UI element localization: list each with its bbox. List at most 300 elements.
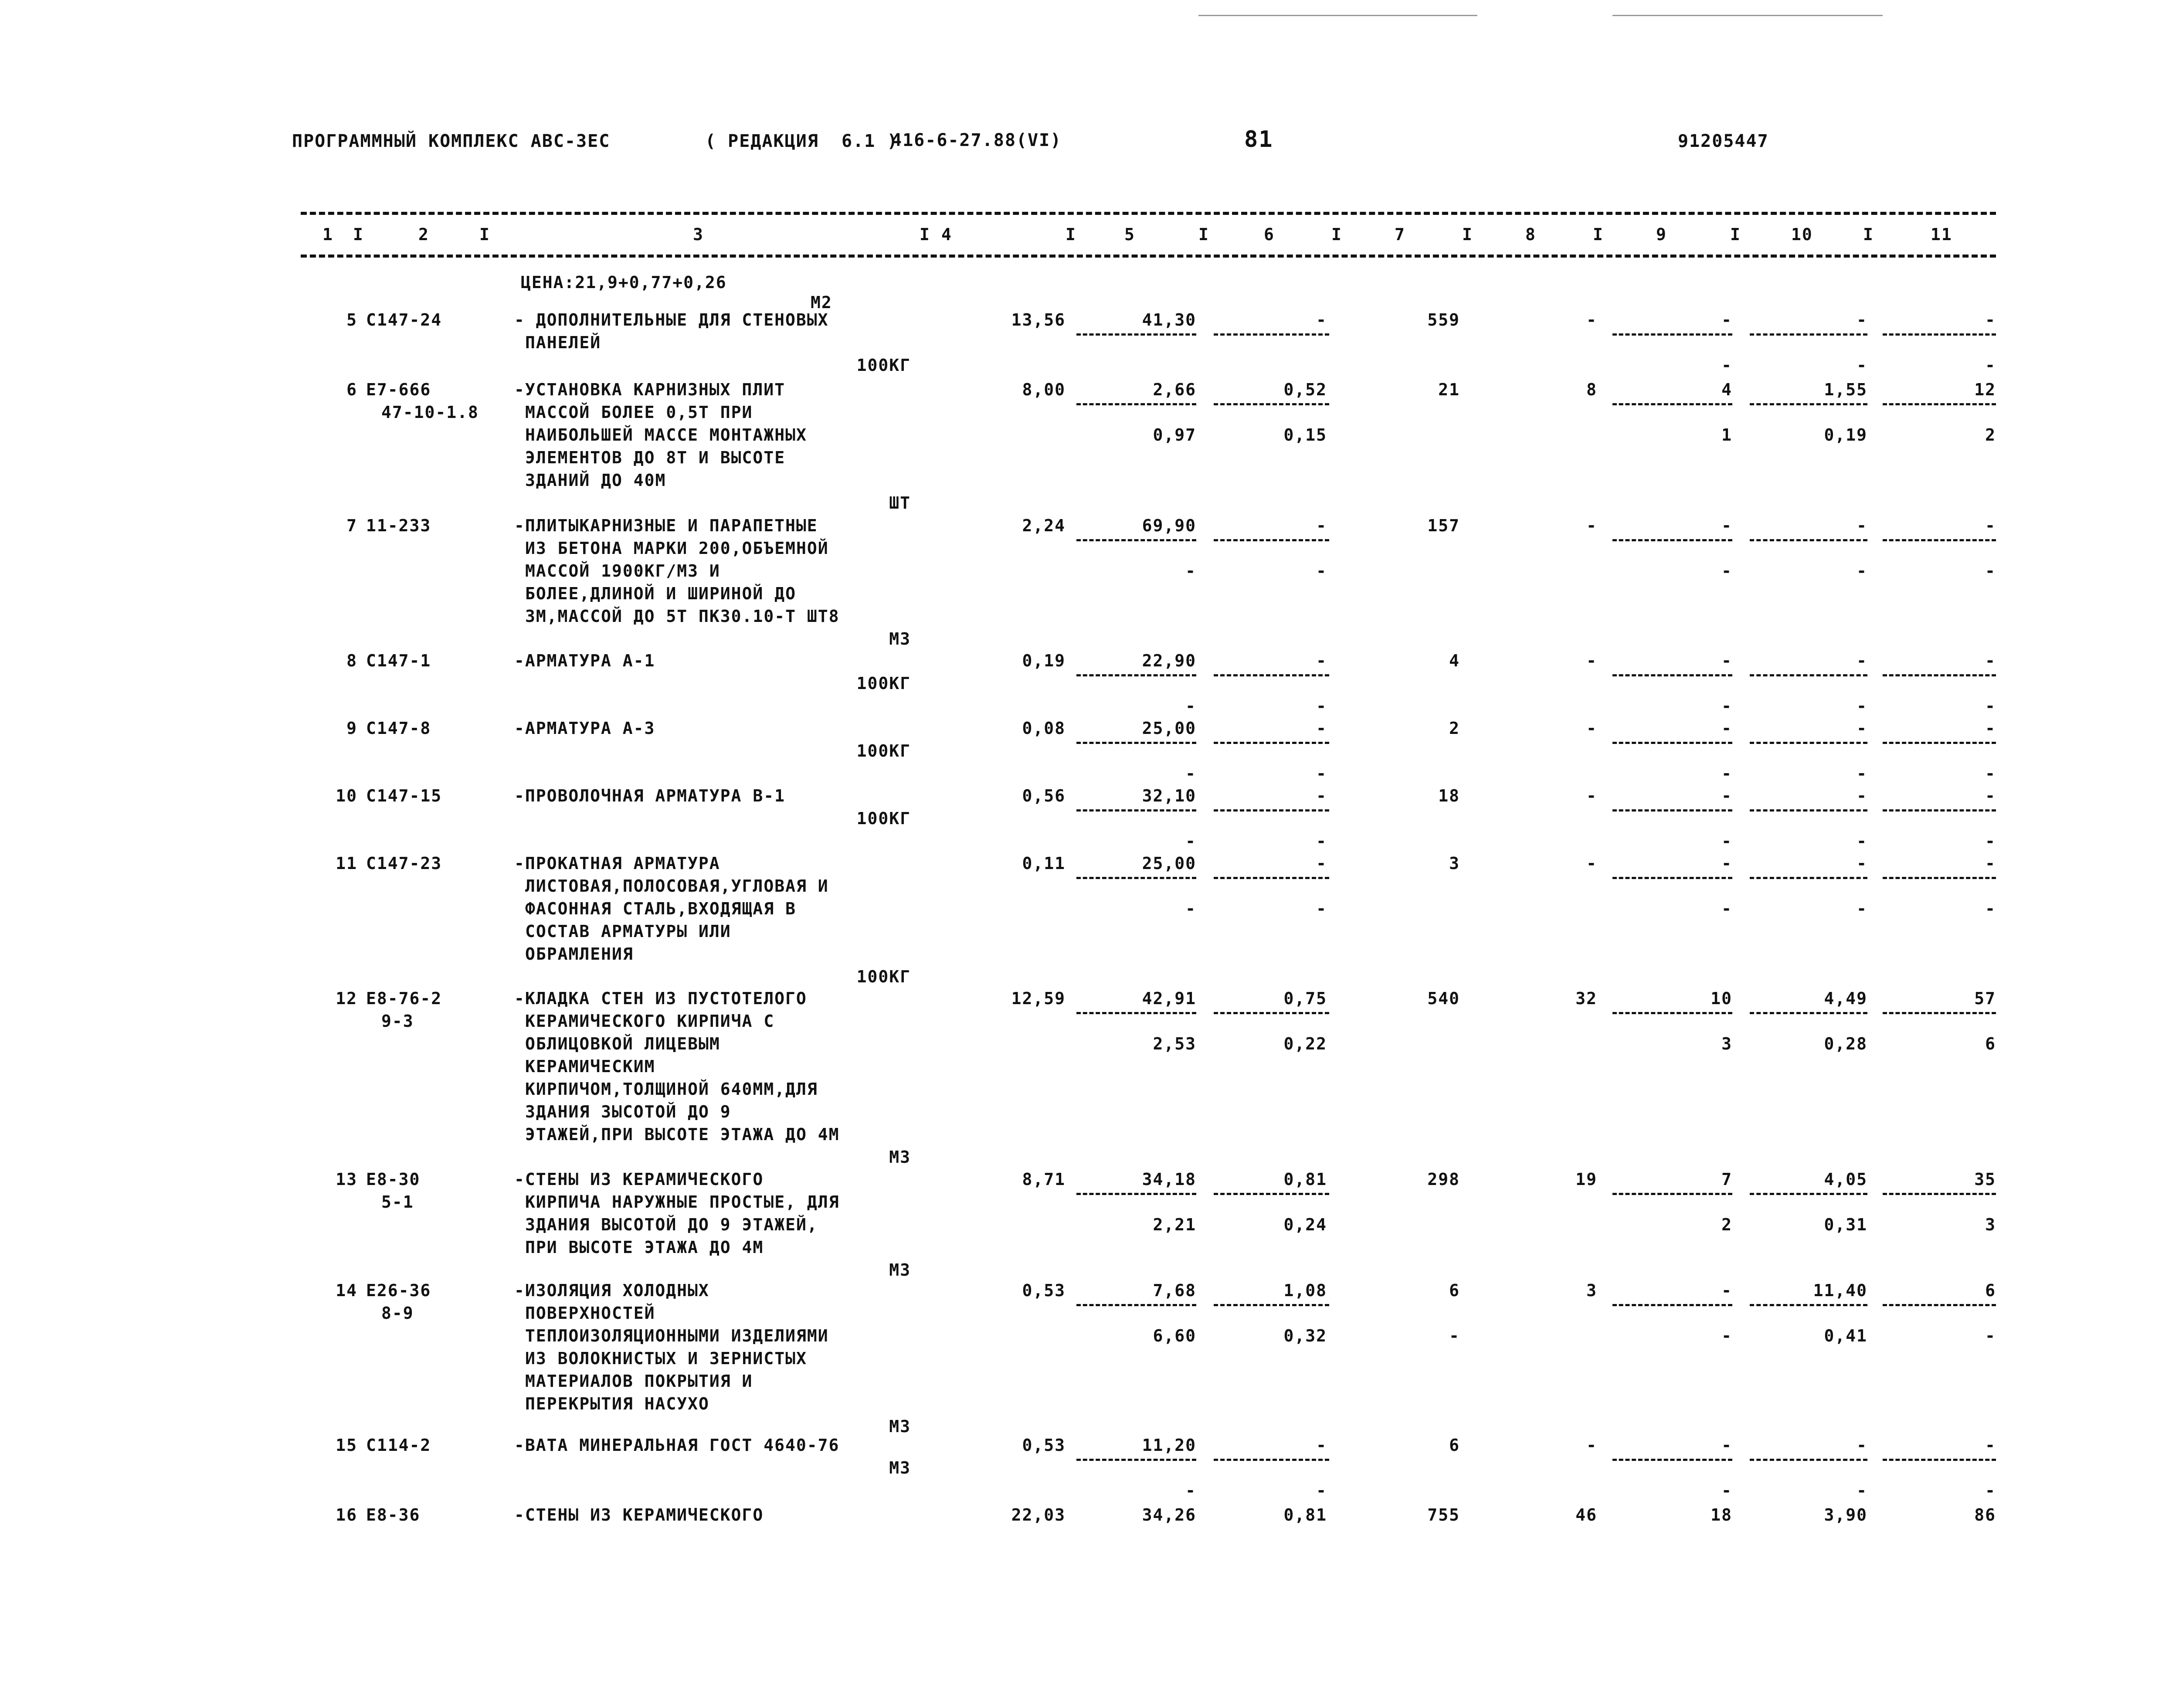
row-description: - ДОПОЛНИТЕЛЬНЫЕ ДЛЯ СТЕНОВЫХ	[514, 310, 829, 329]
cell-c9: -	[1721, 1436, 1732, 1455]
cell-c8: -	[1586, 786, 1597, 805]
subtotal-divider	[1883, 1304, 1996, 1306]
subtotal-divider	[1883, 333, 1996, 336]
subtotal-divider	[1214, 1012, 1329, 1014]
column-separator: I	[1198, 225, 1209, 244]
row-unit: ШТ	[889, 493, 911, 513]
subtotal-divider	[1214, 403, 1329, 405]
cell-c5b: 2,53	[1153, 1034, 1196, 1053]
row-description: ПЕРЕКРЫТИЯ НАСУХО	[525, 1394, 709, 1413]
subtotal-divider	[1750, 1304, 1867, 1306]
cell-c6b: 0,22	[1283, 1034, 1327, 1053]
row-description: -ИЗОЛЯЦИЯ ХОЛОДНЫХ	[514, 1281, 709, 1300]
subtotal-divider	[1612, 809, 1732, 812]
column-separator: I	[479, 225, 490, 244]
subtotal-divider	[1883, 539, 1996, 541]
cell-c4: 0,56	[1022, 786, 1066, 805]
cell-c9: 4	[1721, 380, 1732, 399]
subtotal-divider	[1076, 1304, 1196, 1306]
subtotal-divider	[1076, 877, 1196, 879]
cell-c11: 86	[1974, 1505, 1996, 1525]
cell-c9b: 2	[1721, 1215, 1732, 1234]
row-code: Е8-30	[366, 1170, 421, 1189]
subtotal-divider	[1750, 809, 1867, 812]
subtotal-divider	[1750, 403, 1867, 405]
column-number-9: 9	[1656, 225, 1667, 244]
row-code: Е8-76-2	[366, 989, 442, 1008]
cell-c10: -	[1857, 786, 1867, 805]
subtotal-divider	[1214, 1304, 1329, 1306]
cell-c11: -	[1985, 516, 1996, 535]
cell-c4: 0,08	[1022, 719, 1066, 738]
cell-c5: 11,20	[1142, 1436, 1196, 1455]
row-description: -УСТАНОВКА КАРНИЗНЫХ ПЛИТ	[514, 380, 785, 399]
cell-c6b: 0,24	[1283, 1215, 1327, 1234]
cell-c8: -	[1586, 310, 1597, 329]
subtotal-divider	[1076, 1459, 1196, 1461]
doc-number: 91205447	[1678, 131, 1769, 151]
cell-c9: 7	[1721, 1170, 1732, 1189]
subtotal-divider	[1076, 539, 1196, 541]
row-description: КИРПИЧОМ,ТОЛЩИНОЙ 640ММ,ДЛЯ	[525, 1080, 818, 1099]
column-number-1: 1	[322, 225, 333, 244]
cell-c6b: -	[1316, 832, 1327, 851]
cell-c11b: -	[1985, 1326, 1996, 1345]
cell-c6: -	[1316, 651, 1327, 670]
cell-c8: 19	[1575, 1170, 1597, 1189]
cell-c11: -	[1985, 854, 1996, 873]
subtotal-divider	[1612, 742, 1732, 744]
cell-c9: -	[1721, 310, 1732, 329]
header-edition: ( РЕДАКЦИЯ 6.1 )	[705, 131, 899, 151]
cell-c9b: -	[1721, 1481, 1732, 1500]
cell-c7: 3	[1449, 854, 1460, 873]
cell-c9: -	[1721, 786, 1732, 805]
row-code: 11-233	[366, 516, 431, 535]
column-separator: I	[920, 225, 930, 244]
row-code: 9-3	[381, 1012, 414, 1031]
subtotal-divider	[1883, 1459, 1996, 1461]
row-number: 12	[336, 989, 357, 1008]
cell-c10: 4,49	[1824, 989, 1867, 1008]
cell-c5: 25,00	[1142, 719, 1196, 738]
cell-c11b: 2	[1985, 425, 1996, 445]
column-number-7: 7	[1395, 225, 1405, 244]
cell-c4: 0,11	[1022, 854, 1066, 873]
cell-c9b: -	[1721, 764, 1732, 783]
subtotal-divider	[1883, 809, 1996, 812]
row-description: ОБЛИЦОВКОЙ ЛИЦЕВЫМ	[525, 1034, 720, 1053]
row-code: Е26-36	[366, 1281, 431, 1300]
cell-c10b: 0,41	[1824, 1326, 1867, 1345]
subtotal-divider	[1214, 333, 1329, 336]
cell-c9: 18	[1711, 1505, 1732, 1525]
cell-c6: -	[1316, 786, 1327, 805]
cell-c7: 6	[1449, 1436, 1460, 1455]
row-description: ОБРАМЛЕНИЯ	[525, 944, 634, 964]
row-code: С147-15	[366, 786, 442, 805]
cell-c6b: -	[1316, 561, 1327, 581]
cell-c4: 13,56	[1011, 310, 1066, 329]
row-code: С147-1	[366, 651, 431, 670]
row-description: ПРИ ВЫСОТЕ ЭТАЖА ДО 4М	[525, 1238, 764, 1257]
subtotal-divider	[1076, 1012, 1196, 1014]
cell-c5b: -	[1185, 832, 1196, 851]
row-description: -ПРОКАТНАЯ АРМАТУРА	[514, 854, 720, 873]
cell-c8: 32	[1575, 989, 1597, 1008]
row-number: 15	[336, 1436, 357, 1455]
cell-c10: -	[1857, 1436, 1867, 1455]
cell-c5: 34,26	[1142, 1505, 1196, 1525]
cell-c11: -	[1985, 1436, 1996, 1455]
cell-c9: -	[1721, 516, 1732, 535]
table-top-rule	[301, 212, 1996, 215]
row-description: МАССОЙ 1900КГ/М3 И	[525, 561, 720, 581]
column-number-4: 4	[941, 225, 952, 244]
row-code: С114-2	[366, 1436, 431, 1455]
cell-c10: -	[1857, 310, 1867, 329]
cell-c5: 34,18	[1142, 1170, 1196, 1189]
cell-c11b: -	[1985, 832, 1996, 851]
cell-c9b: 1	[1721, 425, 1732, 445]
column-number-5: 5	[1124, 225, 1135, 244]
cell-c5: 32,10	[1142, 786, 1196, 805]
cell-c8: -	[1586, 651, 1597, 670]
subtotal-divider	[1883, 674, 1996, 676]
row-description: СОСТАВ АРМАТУРЫ ИЛИ	[525, 922, 731, 941]
column-number-6: 6	[1264, 225, 1275, 244]
cell-c8: -	[1586, 1436, 1597, 1455]
row-description: -ПЛИТЫКАРНИЗНЫЕ И ПАРАПЕТНЫЕ	[514, 516, 818, 535]
subtotal-divider	[1612, 1304, 1732, 1306]
row-description: МАССОЙ БОЛЕЕ 0,5Т ПРИ	[525, 403, 753, 422]
cell-c11b: -	[1985, 561, 1996, 581]
cell-c9: -	[1721, 1281, 1732, 1300]
cell-c9b: -	[1721, 832, 1732, 851]
subtotal-divider	[1214, 1193, 1329, 1195]
column-separator: I	[1462, 225, 1473, 244]
subtotal-divider	[1750, 1193, 1867, 1195]
cell-c10: 3,90	[1824, 1505, 1867, 1525]
cell-c7: 18	[1438, 786, 1460, 805]
subtotal-divider	[1750, 1459, 1867, 1461]
cell-c6: -	[1316, 516, 1327, 535]
row-description: ЭТАЖЕЙ,ПРИ ВЫСОТЕ ЭТАЖА ДО 4М	[525, 1125, 840, 1144]
cell-c6b: -	[1316, 1481, 1327, 1500]
subtotal-divider	[1750, 539, 1867, 541]
cell-c4: 12,59	[1011, 989, 1066, 1008]
cell-c11b: -	[1985, 356, 1996, 375]
cell-c5: 41,30	[1142, 310, 1196, 329]
subtotal-divider	[1750, 1012, 1867, 1014]
cell-c6: 0,81	[1283, 1505, 1327, 1525]
cell-c9: 10	[1711, 989, 1732, 1008]
cell-c9b: -	[1721, 561, 1732, 581]
subtotal-divider	[1076, 333, 1196, 336]
table-header-rule	[301, 255, 1996, 258]
cell-c5: 7,68	[1153, 1281, 1196, 1300]
cell-c10b: -	[1857, 1481, 1867, 1500]
cell-c5b: 2,21	[1153, 1215, 1196, 1234]
cell-c10b: -	[1857, 832, 1867, 851]
subtotal-divider	[1612, 539, 1732, 541]
cell-c10: 1,55	[1824, 380, 1867, 399]
cell-c8: 8	[1586, 380, 1597, 399]
subtotal-divider	[1214, 539, 1329, 541]
subtotal-divider	[1214, 674, 1329, 676]
cell-c10b: -	[1857, 356, 1867, 375]
cell-c11b: -	[1985, 1481, 1996, 1500]
subtotal-divider	[1883, 877, 1996, 879]
cell-c7: 21	[1438, 380, 1460, 399]
row-unit: М3	[889, 1260, 911, 1280]
subtotal-divider	[1883, 742, 1996, 744]
cell-c7b: -	[1449, 1326, 1460, 1345]
price-note: ЦЕНА:21,9+0,77+0,26	[521, 273, 727, 292]
row-description: КИРПИЧА НАРУЖНЫЕ ПРОСТЫЕ, ДЛЯ	[525, 1192, 840, 1212]
row-code: С147-24	[366, 310, 442, 329]
cell-c11b: -	[1985, 696, 1996, 716]
row-description: ЗДАНИЙ ДО 40М	[525, 471, 666, 490]
cell-c11: -	[1985, 786, 1996, 805]
scan-artifact	[1612, 15, 1883, 16]
subtotal-divider	[1214, 1459, 1329, 1461]
row-description: МАТЕРИАЛОВ ПОКРЫТИЯ И	[525, 1372, 753, 1391]
cell-c10: 11,40	[1813, 1281, 1867, 1300]
row-description: -ПРОВОЛОЧНАЯ АРМАТУРА В-1	[514, 786, 785, 805]
row-description: НАИБОЛЬШЕЙ МАССЕ МОНТАЖНЫХ	[525, 425, 807, 445]
cell-c10b: 0,28	[1824, 1034, 1867, 1053]
row-number: 6	[346, 380, 357, 399]
cell-c6b: 0,15	[1283, 425, 1327, 445]
cell-c5b: -	[1185, 899, 1196, 918]
subtotal-divider	[1076, 1193, 1196, 1195]
row-description: -КЛАДКА СТЕН ИЗ ПУСТОТЕЛОГО	[514, 989, 807, 1008]
row-number: 7	[346, 516, 357, 535]
cell-c6: -	[1316, 854, 1327, 873]
row-code: 47-10-1.8	[381, 403, 479, 422]
cell-c6: -	[1316, 719, 1327, 738]
row-code: 8-9	[381, 1304, 414, 1323]
cell-c11: -	[1985, 310, 1996, 329]
column-number-3: 3	[693, 225, 704, 244]
cell-c11b: -	[1985, 899, 1996, 918]
row-unit: М3	[889, 1458, 911, 1477]
row-number: 14	[336, 1281, 357, 1300]
cell-c11: -	[1985, 651, 1996, 670]
row-number: 8	[346, 651, 357, 670]
cell-c8: 3	[1586, 1281, 1597, 1300]
row-unit: 100КГ	[856, 356, 911, 375]
cell-c11: 35	[1974, 1170, 1996, 1189]
subtotal-divider	[1750, 742, 1867, 744]
subtotal-divider	[1076, 809, 1196, 812]
cell-c8: -	[1586, 719, 1597, 738]
row-description: 3М,МАССОЙ ДО 5Т ПК30.10-Т ШТ8	[525, 607, 840, 626]
cell-c6b: -	[1316, 899, 1327, 918]
cell-c5b: 6,60	[1153, 1326, 1196, 1345]
row-description: ЗДАНИЯ ЗЫСОТОЙ ДО 9	[525, 1102, 731, 1121]
header-project: 416-6-27.88(VI)	[891, 130, 1062, 150]
page-number: 81	[1244, 126, 1273, 153]
cell-c9: -	[1721, 719, 1732, 738]
cell-c10b: -	[1857, 764, 1867, 783]
cell-c10b: -	[1857, 899, 1867, 918]
row-description: ИЗ БЕТОНА МАРКИ 200,ОБЪЕМНОЙ	[525, 539, 829, 558]
cell-c10b: 0,31	[1824, 1215, 1867, 1234]
cell-c6: -	[1316, 1436, 1327, 1455]
row-unit: 100КГ	[856, 674, 911, 693]
subtotal-divider	[1750, 333, 1867, 336]
cell-c5: 22,90	[1142, 651, 1196, 670]
cell-c7: 755	[1427, 1505, 1460, 1525]
subtotal-divider	[1883, 1193, 1996, 1195]
row-number: 9	[346, 719, 357, 738]
subtotal-divider	[1612, 403, 1732, 405]
cell-c8: -	[1586, 516, 1597, 535]
cell-c7: 2	[1449, 719, 1460, 738]
cell-c4: 8,71	[1022, 1170, 1066, 1189]
cell-c5: 25,00	[1142, 854, 1196, 873]
row-unit: М3	[889, 1148, 911, 1167]
row-unit: М3	[889, 1417, 911, 1436]
subtotal-divider	[1883, 1012, 1996, 1014]
row-unit: 100КГ	[856, 741, 911, 761]
cell-c6b: -	[1316, 764, 1327, 783]
row-description: ПОВЕРХНОСТЕЙ	[525, 1304, 655, 1323]
row-description: -ВАТА МИНЕРАЛЬНАЯ ГОСТ 4640-76	[514, 1436, 840, 1455]
row-code: С147-23	[366, 854, 442, 873]
cell-c6: 0,75	[1283, 989, 1327, 1008]
column-number-2: 2	[418, 225, 429, 244]
cell-c7: 298	[1427, 1170, 1460, 1189]
column-separator: I	[1066, 225, 1076, 244]
cell-c6: -	[1316, 310, 1327, 329]
cell-c6b: -	[1316, 696, 1327, 716]
subtotal-divider	[1076, 742, 1196, 744]
row-number: 5	[346, 310, 357, 329]
row-description: КЕРАМИЧЕСКОГО КИРПИЧА С	[525, 1012, 775, 1031]
cell-c11b: -	[1985, 764, 1996, 783]
cell-c10: 4,05	[1824, 1170, 1867, 1189]
column-separator: I	[1593, 225, 1604, 244]
row-description: БОЛЕЕ,ДЛИНОЙ И ШИРИНОЙ ДО	[525, 584, 796, 603]
column-separator: I	[353, 225, 364, 244]
subtotal-divider	[1612, 1012, 1732, 1014]
row-number: 11	[336, 854, 357, 873]
row-description: ТЕПЛОИЗОЛЯЦИОННЫМИ ИЗДЕЛИЯМИ	[525, 1326, 829, 1345]
cell-c5b: -	[1185, 1481, 1196, 1500]
row-code: Е8-36	[366, 1505, 421, 1525]
row-description: -СТЕНЫ ИЗ КЕРАМИЧЕСКОГО	[514, 1170, 764, 1189]
row-description: ЗДАНИЯ ВЫСОТОЙ ДО 9 ЭТАЖЕЙ,	[525, 1215, 818, 1234]
scan-artifact	[1198, 15, 1477, 16]
row-description: ПАНЕЛЕЙ	[525, 333, 601, 352]
cell-c5b: -	[1185, 764, 1196, 783]
cell-c5b: -	[1185, 561, 1196, 581]
row-description: -АРМАТУРА А-1	[514, 651, 655, 670]
cell-c7: 6	[1449, 1281, 1460, 1300]
cell-c11: 12	[1974, 380, 1996, 399]
cell-c10: -	[1857, 854, 1867, 873]
cell-c4: 8,00	[1022, 380, 1066, 399]
column-separator: I	[1730, 225, 1741, 244]
cell-c10: -	[1857, 651, 1867, 670]
column-number-11: 11	[1931, 225, 1952, 244]
cell-c5b: 0,97	[1153, 425, 1196, 445]
cell-c7: 540	[1427, 989, 1460, 1008]
cell-c5: 2,66	[1153, 380, 1196, 399]
column-separator: I	[1331, 225, 1342, 244]
cell-c9b: -	[1721, 899, 1732, 918]
cell-c10b: -	[1857, 561, 1867, 581]
row-description: ЛИСТОВАЯ,ПОЛОСОВАЯ,УГЛОВАЯ И	[525, 876, 829, 896]
cell-c9b: 3	[1721, 1034, 1732, 1053]
row-number: 16	[336, 1505, 357, 1525]
cell-c11: -	[1985, 719, 1996, 738]
row-description: ИЗ ВОЛОКНИСТЫХ И ЗЕРНИСТЫХ	[525, 1349, 807, 1368]
row-unit: М3	[889, 629, 911, 649]
cell-c4: 22,03	[1011, 1505, 1066, 1525]
cell-c9b: -	[1721, 356, 1732, 375]
subtotal-divider	[1612, 333, 1732, 336]
subtotal-divider	[1214, 809, 1329, 812]
subtotal-divider	[1612, 1459, 1732, 1461]
row-unit: М2	[811, 293, 832, 312]
cell-c11: 6	[1985, 1281, 1996, 1300]
cell-c9b: -	[1721, 1326, 1732, 1345]
subtotal-divider	[1076, 403, 1196, 405]
cell-c11b: 3	[1985, 1215, 1996, 1234]
cell-c9: -	[1721, 854, 1732, 873]
subtotal-divider	[1883, 403, 1996, 405]
column-separator: I	[1863, 225, 1874, 244]
cell-c7: 559	[1427, 310, 1460, 329]
row-code: 5-1	[381, 1192, 414, 1212]
row-unit: 100КГ	[856, 809, 911, 828]
row-description: КЕРАМИЧЕСКИМ	[525, 1057, 655, 1076]
cell-c8: 46	[1575, 1505, 1597, 1525]
column-number-10: 10	[1791, 225, 1813, 244]
column-number-8: 8	[1525, 225, 1536, 244]
cell-c11b: 6	[1985, 1034, 1996, 1053]
cell-c9: -	[1721, 651, 1732, 670]
subtotal-divider	[1214, 877, 1329, 879]
cell-c8: -	[1586, 854, 1597, 873]
cell-c10: -	[1857, 516, 1867, 535]
row-description: -СТЕНЫ ИЗ КЕРАМИЧЕСКОГО	[514, 1505, 764, 1525]
cell-c6: 1,08	[1283, 1281, 1327, 1300]
subtotal-divider	[1750, 877, 1867, 879]
cell-c5b: -	[1185, 696, 1196, 716]
header-program: ПРОГРАММНЫЙ КОМПЛЕКС АВС-ЗЕС	[292, 131, 611, 151]
cell-c6b: 0,32	[1283, 1326, 1327, 1345]
cell-c7: 157	[1427, 516, 1460, 535]
cell-c7: 4	[1449, 651, 1460, 670]
row-number: 13	[336, 1170, 357, 1189]
cell-c4: 2,24	[1022, 516, 1066, 535]
subtotal-divider	[1612, 877, 1732, 879]
subtotal-divider	[1076, 674, 1196, 676]
cell-c9b: -	[1721, 696, 1732, 716]
row-description: ЭЛЕМЕНТОВ ДО 8Т И ВЫСОТЕ	[525, 448, 786, 467]
subtotal-divider	[1612, 1193, 1732, 1195]
cell-c6: 0,81	[1283, 1170, 1327, 1189]
row-number: 10	[336, 786, 357, 805]
row-description: ФАСОННАЯ СТАЛЬ,ВХОДЯЩАЯ В	[525, 899, 796, 918]
row-unit: 100КГ	[856, 967, 911, 986]
subtotal-divider	[1612, 674, 1732, 676]
